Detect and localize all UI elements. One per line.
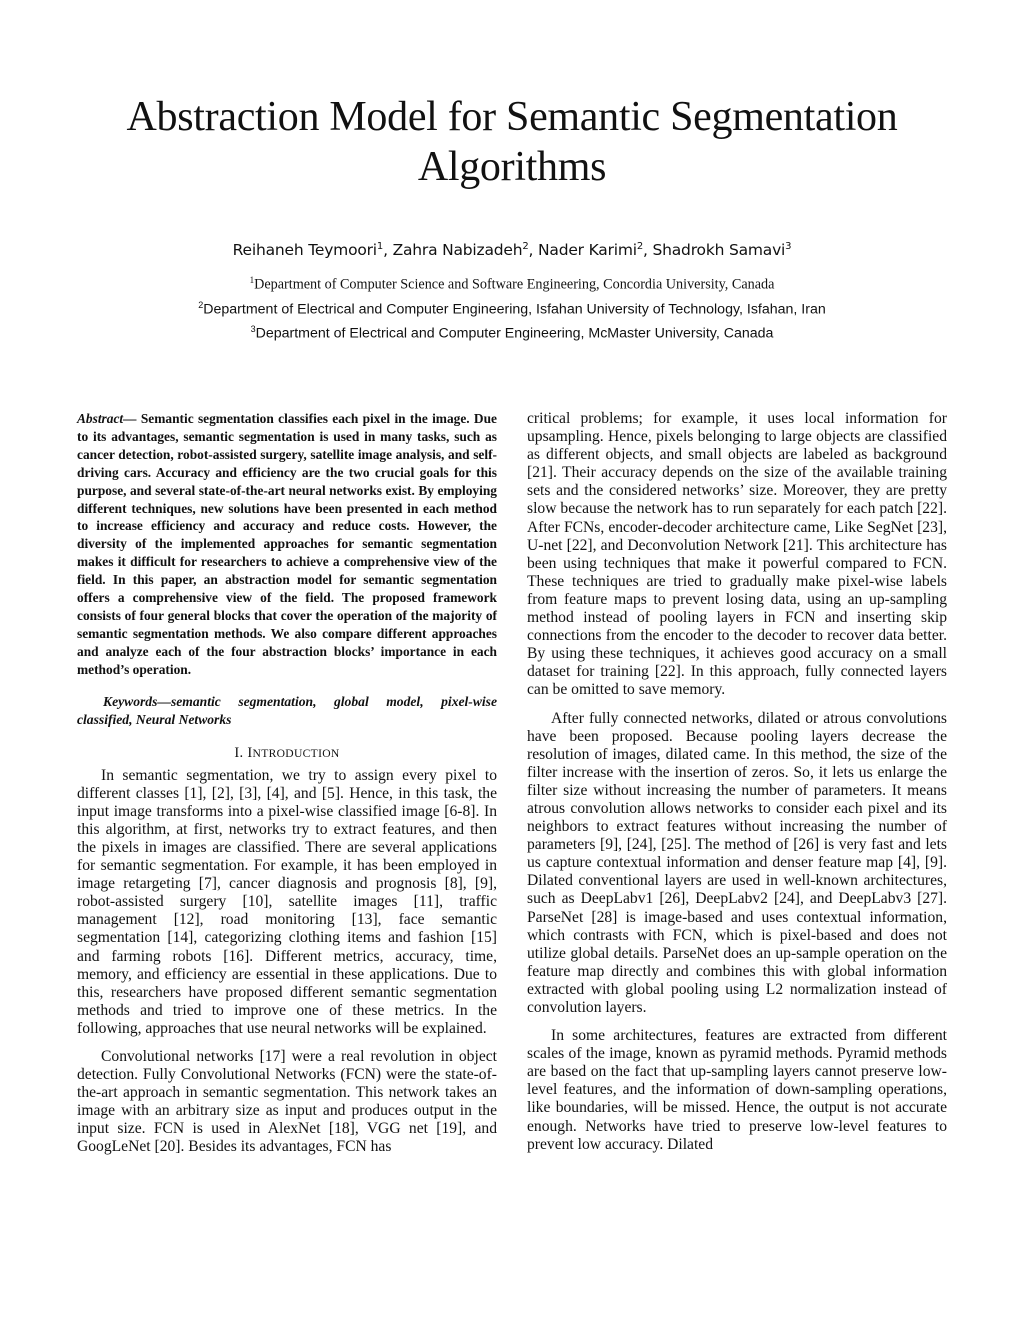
affiliation-number: 1 — [249, 275, 255, 285]
section-heading-introduction — [77, 743, 497, 764]
affiliation-line — [0, 319, 1024, 344]
section-number: I. — [234, 744, 244, 761]
author-affiliation-mark: 1 — [376, 241, 384, 252]
section-title-initial: I — [247, 744, 253, 761]
affiliation-line — [0, 295, 1024, 320]
author-name: Reihaneh Teymoori — [232, 241, 377, 260]
title-line-2: Algorithms — [417, 144, 607, 190]
section-title-rest: NTRODUCTION — [252, 746, 340, 760]
title-line-1: Abstraction Model for Semantic Segmentation — [126, 94, 898, 140]
abstract-text: Semantic segmentation classifies each pixel in the image. Due to its advantages, semantic segmentation is used in many tasks, such as cancer detection, robot-assisted surgery, satellite image analysis, and self-driving cars. Accuracy and efficiency are the two crucial goals for this purpose, and several state-of-the-art neural networks exist. By employing different techniques, new solutions have been presented in each method to increase efficiency and accuracy and reduce costs. However, the diversity of the implemented approaches for semantic segmentation makes it difficult for researchers to achieve a comprehensive view of the field. In this paper, an abstraction model for semantic segmentation offers a comprehensive view of the field. The proposed framework consists of four general blocks that cover the operation of the majority of semantic segmentation methods. We also compare different approaches and analyze each of the four abstraction blocks’ importance in each method’s operation. — [77, 411, 497, 677]
affiliation-number: 3 — [250, 324, 256, 335]
body-paragraph: Convolutional networks [17] were a real revolution in object detection. Fully Convolutional Networks (FCN) were the state-of-the-art approach in semantic segmentation. This network takes an image with an arbitrary size as input and produces output in the input size. FCN is used in AlexNet [18], VGG net [19], and GoogLeNet [20]. Besides its advantages, FCN has — [77, 1048, 497, 1156]
author-name: Shadrokh Samavi — [652, 241, 786, 260]
author-list: Reihaneh Teymoori$^1$, Zahra Nabizadeh$^2$, Nader Karimi$^2$, Shadrokh Samavi$^3$ — [232, 241, 792, 260]
affiliation-number: 2 — [198, 299, 204, 310]
affiliation-text: Department of Electrical and Computer Engineering, Isfahan University of Technology, Isfahan, Iran — [203, 301, 826, 318]
author-affiliation-mark: 2 — [522, 241, 529, 252]
author-name: Nader Karimi — [538, 241, 637, 260]
right-column — [527, 410, 947, 1154]
body-paragraph: critical problems; for example, it uses local information for upsampling. Hence, pixels belonging to large objects are classified as different objects, and small objects are labeled as background [21]. Their accuracy depends on the size of the available training sets and the considered networks’ size. Moreover, they are pretty slow because the network has to run separately for each patch [22]. After FCNs, encoder-decoder architecture came, Like SegNet [23], U-net [22], and Deconvolution Network [21]. This architecture has been using techniques that make it powerful compared to FCN. These techniques are tried to gradually make pixel-wise labels from feature maps to prevent losing data, using an up-sampling method instead of pooling layers in FCN and inserting skip connections from the encoder to the decoder to recover data better. By using these techniques, it achieves good accuracy on a small dataset for training [22]. In this approach, fully connected layers can be omitted to save memory. — [527, 410, 947, 699]
left-column — [77, 410, 497, 1157]
author-affiliation-mark: 3 — [785, 241, 792, 252]
affiliation-line — [0, 270, 1024, 295]
body-paragraph: In some architectures, features are extracted from different scales of the image, known as pyramid methods. Pyramid methods are based on the fact that up-sampling layers cannot preserve low-level features, and the information of down-sampling operations, like boundaries, will be missed. Hence, the output is not accurate enough. Networks have tried to preserve low-level features to prevent low accuracy. Dilated — [527, 1027, 947, 1153]
body-paragraph: In semantic segmentation, we try to assign every pixel to different classes [1], [2], [3], [4], and [5]. Hence, in this task, the input image transforms into a pixel-wise classified image [6-8]. In this algorithm, at first, networks try to extract features, and then the pixels in images are classified. There are several applications for semantic segmentation. For example, it has been employed in image retargeting [7], cancer diagnosis and prognosis [8], [9], robot-assisted surgery [10], satellite images [11], traffic management [12], road monitoring [13], face semantic segmentation [14], categorizing clothing items and fashion [15] and farming robots [16]. Different metrics, accuracy, time, memory, and efficiency are essential in these applications. Due to this, researchers have proposed different semantic segmentation methods and tried to improve one of these metrics. In the following, approaches that use neural networks will be explained. — [77, 766, 497, 1037]
affiliation-list — [0, 270, 1024, 344]
author-name: Zahra Nabizadeh — [392, 241, 523, 260]
paper-title — [0, 92, 1024, 192]
affiliation-text: Department of Electrical and Computer Engineering, McMaster University, Canada — [255, 326, 774, 343]
author-affiliation-mark: 2 — [636, 241, 644, 252]
keywords: Keywords—semantic segmentation, global model, pixel-wise classified, Neural Networks — [77, 693, 497, 727]
abstract-label: Abstract— — [77, 411, 137, 426]
body-paragraph: After fully connected networks, dilated or atrous convolutions have been proposed. Because pooling layers decrease the resolution of images, dilated came. In this method, the size of the filter increase with the insertion of zeros. So, it lets us enlarge the filter size without increasing the number of parameters. It means atrous convolution allows networks to consider each pixel and its neighbors to extract features without increasing the number of parameters [9], [24], [25]. The method of [26] is very fast and lets us capture contextual information and denser feature map [4], [9]. Dilated conventional layers are used in well-known architectures, such as DeepLabv1 [26], DeepLabv2 [24], and DeepLabv3 [27]. ParseNet [28] is image-based and uses contextual information, which contrasts with FCN, which is pixel-based and does not utilize global details. ParseNet does an up-sample operation on the feature map directly and combines this with global information extracted with global pooling using L2 normalization instead of convolution layers. — [527, 709, 947, 1016]
abstract — [77, 410, 497, 679]
affiliation-text: Department of Computer Science and Software Engineering, Concordia University, Canada — [254, 276, 775, 293]
